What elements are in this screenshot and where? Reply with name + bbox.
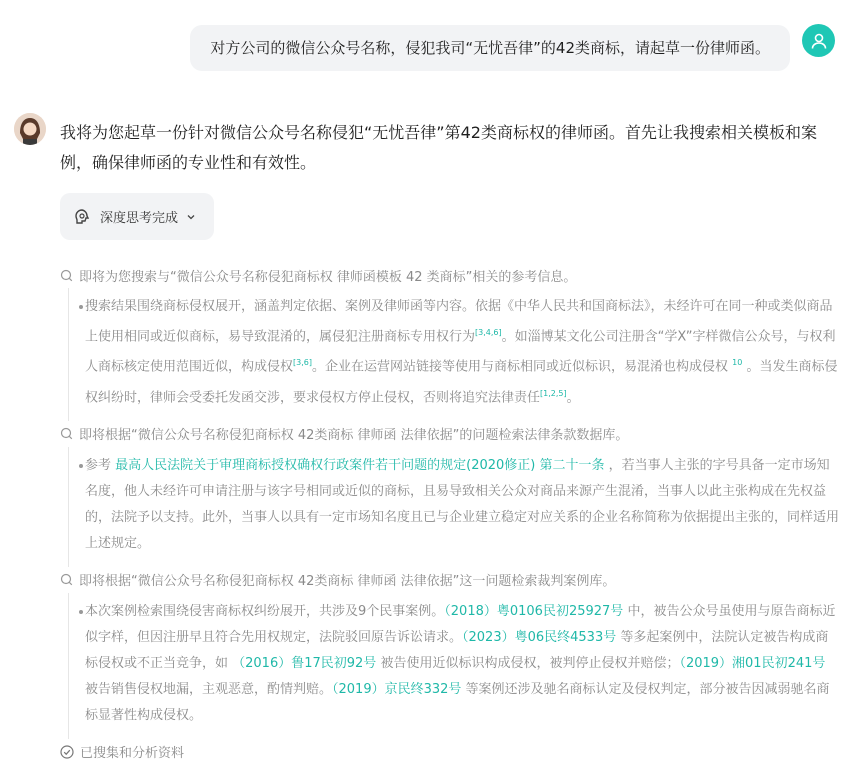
- thinking-steps: [60, 262, 840, 765]
- law-link[interactable]: 最高人民法院关于审理商标授权确权行政案件若干问题的规定(2020修正) 第二十一条: [115, 457, 605, 473]
- step-result: [68, 593, 840, 739]
- step-title: 即将为您搜索与“微信公众号名称侵犯商标权 律师函模板 42 类商标”相关的参考信息。: [79, 269, 577, 285]
- step-title: 即将根据“微信公众号名称侵犯商标权 42类商标 律师函 法律依据”的问题检索法律条款数据库。: [79, 428, 629, 444]
- text: ，若当事人主张的字号具备一定市场知名度，他人未经许可申请注册与该字号相同或近似的商标，且易导致相关公众对商品来源产生混淆，当事人以此主张构成在先权益的，法院予以支持。此外，当事人以具有一定市场知名度且已与企业建立稳定对应关系的企业名称简称为依据提出主张的，同样适用上述规定。: [85, 457, 840, 551]
- citation[interactable]: [1,2,5]: [540, 388, 567, 398]
- case-link[interactable]: （2016）鲁17民初92号: [232, 655, 377, 671]
- user-message-bubble: 对方公司的微信公众号名称，侵犯我司“无忧吾律”的42类商标，请起草一份律师函。: [190, 25, 790, 71]
- step-result: [68, 447, 840, 567]
- step-search-law: [60, 421, 840, 447]
- text: 。当发生商标侵权纠纷时，律师会受委托发函交涉，要求侵权方停止侵权，否则将追究法律责任: [85, 359, 838, 405]
- text: 中，被告公众号虽使用与原告商标近似字样，但因注册早且符合先用权规定，法院驳回原告诉讼请求。: [85, 603, 836, 645]
- step-search-cases: [60, 567, 840, 593]
- text: 搜索结果围绕商标侵权展开，涵盖判定依据、案例及律师函等内容。依据《中华人民共和国商标法》，未经许可在同一种或类似商品上使用相同或近似商标，易导致混淆的，属侵犯注册商标专用权行为: [85, 299, 833, 345]
- text: 。: [566, 389, 580, 405]
- case-link[interactable]: （2018）粤0106民初25927号: [444, 603, 624, 619]
- case-link[interactable]: （2019）湘01民初241号: [679, 655, 826, 671]
- bullet: [79, 464, 83, 468]
- citation[interactable]: 10: [732, 358, 743, 368]
- text: 参考: [85, 457, 116, 473]
- step-result: [68, 288, 840, 421]
- citation[interactable]: [3,6]: [293, 358, 312, 368]
- text: 本次案例检索围绕侵害商标权纠纷展开，共涉及9个民事案例。: [85, 603, 445, 619]
- brain-icon: [72, 207, 92, 227]
- check-circle-icon: [60, 745, 74, 759]
- text: 被告销售侵权地漏，主观恶意，酌情判赔。: [85, 681, 333, 697]
- text: 。企业在运营网站链接等使用与商标相同或近似标识，易混淆也构成侵权: [311, 359, 728, 375]
- text: 被告使用近似标识构成侵权，被判停止侵权并赔偿；: [376, 655, 680, 671]
- text: 等案例还涉及驰名商标认定及侵权判定，部分被告因减弱驰名商标显著性构成侵权。: [85, 681, 830, 723]
- step-title: 即将根据“微信公众号名称侵犯商标权 42类商标 律师函 法律依据”这一问题检索裁判案例库。: [79, 574, 616, 590]
- chevron-down-icon: [186, 212, 196, 222]
- text: 等多起案例中，法院认定被告构成商标侵权或不正当竞争，如: [85, 629, 829, 671]
- step-done: [60, 739, 840, 765]
- deep-thinking-toggle[interactable]: [60, 193, 214, 240]
- step-search-references: [60, 262, 840, 288]
- assistant-intro: 我将为您起草一份针对微信公众号名称侵犯“无忧吾律”第42类商标权的律师函。首先让我搜索相关模板和案例，确保律师函的专业性和有效性。: [60, 123, 817, 172]
- user-message: [190, 25, 790, 71]
- deep-thinking-label: 深度思考完成: [100, 211, 179, 226]
- case-link[interactable]: （2019）京民终332号: [332, 681, 462, 697]
- citation[interactable]: [3,4,6]: [475, 328, 502, 337]
- search-icon: [60, 427, 73, 440]
- text: 。如淄博某文化公司注册含“学X”字样微信公众号，与权利人商标核定使用范围近似，构成侵权: [85, 329, 836, 375]
- done-label: 已搜集和分析资料: [80, 746, 185, 762]
- search-icon: [60, 573, 73, 586]
- case-link[interactable]: （2023）粤06民终4533号: [462, 629, 617, 645]
- bullet: [79, 610, 83, 614]
- assistant-avatar: [14, 113, 46, 145]
- user-avatar[interactable]: [802, 24, 835, 57]
- bullet: [79, 305, 83, 309]
- search-icon: [60, 269, 73, 282]
- user-icon: [810, 32, 828, 50]
